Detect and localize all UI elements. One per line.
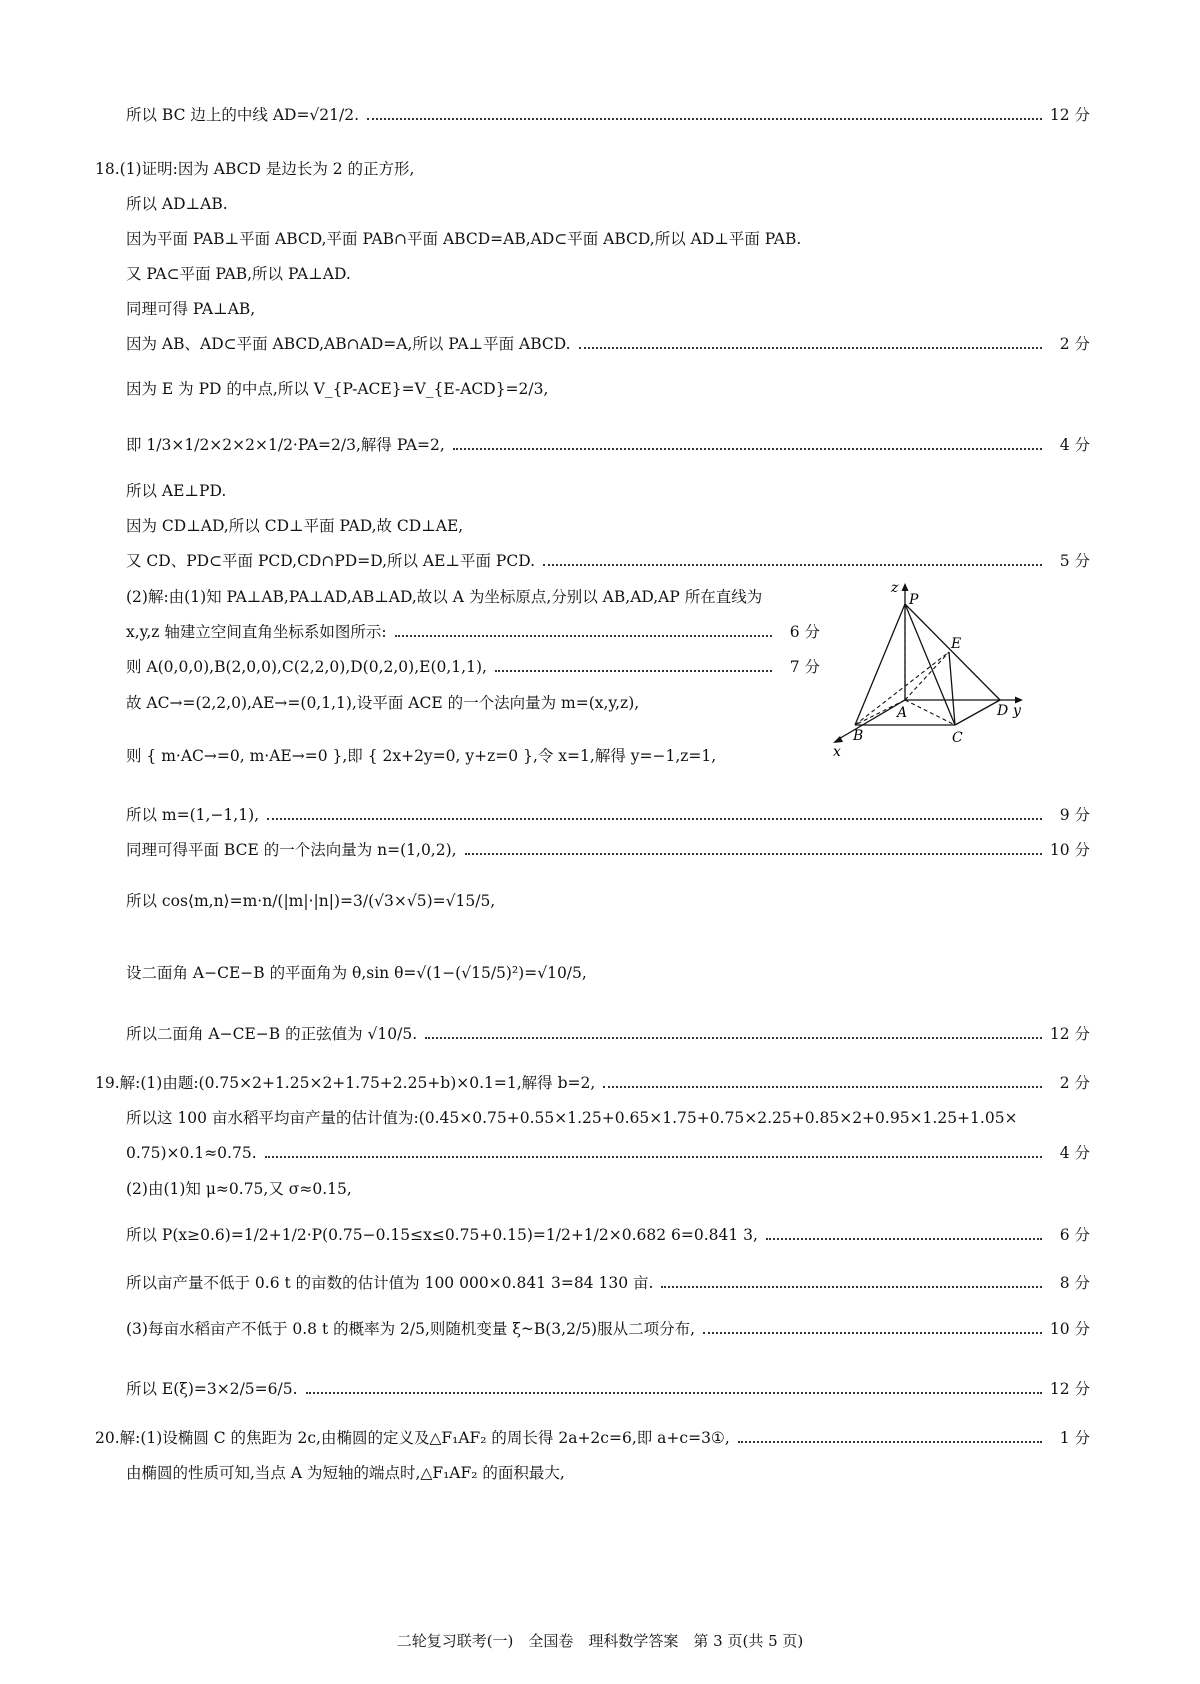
answer-line	[126, 480, 1090, 502]
answer-line-text: 又 CD、PD⊂平面 PCD,CD∩PD=D,所以 AE⊥平面 PCD.	[126, 552, 536, 570]
answer-line-text: 同理可得 PA⊥AB,	[126, 300, 256, 318]
answer-line-text: 则 A(0,0,0),B(2,0,0),C(2,2,0),D(0,2,0),E(0,1,1),	[126, 658, 487, 676]
answer-line	[126, 839, 1090, 861]
score-label: 9 分	[1059, 806, 1090, 824]
answer-line-text: 同理可得平面 BCE 的一个法向量为 n=(1,0,2),	[126, 841, 457, 859]
answer-line	[126, 890, 1090, 912]
dot-leader	[495, 670, 772, 672]
answer-line	[126, 1318, 1090, 1340]
page-footer: 二轮复习联考(一) 全国卷 理科数学答案 第 3 页(共 5 页)	[396, 1632, 804, 1650]
answer-line-text: 因为 CD⊥AD,所以 CD⊥平面 PAD,故 CD⊥AE,	[126, 517, 464, 535]
score-label: 5 分	[1059, 552, 1090, 570]
dot-leader	[395, 635, 772, 637]
score-label: 6 分	[1059, 1226, 1090, 1244]
answer-line	[126, 263, 1090, 285]
dot-leader	[367, 118, 1042, 120]
answer-line-text: 所以 AD⊥AB.	[126, 195, 228, 213]
answer-line	[126, 692, 820, 714]
dot-leader	[267, 818, 1042, 820]
dot-leader	[661, 1286, 1042, 1288]
answer-line-text: 所以 E(ξ)=3×2/5=6/5.	[126, 1380, 298, 1398]
score-label: 2 分	[1059, 1074, 1090, 1092]
dot-leader	[453, 448, 1042, 450]
label-b: B	[853, 728, 864, 744]
answer-line-text: 18.(1)证明:因为 ABCD 是边长为 2 的正方形,	[95, 160, 415, 178]
score-label: 8 分	[1059, 1274, 1090, 1292]
answer-line-text: 所以 BC 边上的中线 AD=√21/2.	[126, 106, 360, 124]
pyramid-coordinate-figure	[833, 580, 1065, 760]
dot-leader	[425, 1037, 1042, 1039]
score-label: 4 分	[1059, 1144, 1090, 1162]
score-label: 10 分	[1049, 1320, 1090, 1338]
answer-line-text: 因为平面 PAB⊥平面 ABCD,平面 PAB∩平面 ABCD=AB,AD⊂平面 ABCD,所以 AD⊥平面 PAB.	[126, 230, 802, 248]
answer-line-text: 19.解:(1)由题:(0.75×2+1.25×2+1.75+2.25+b)×0.1=1,解得 b=2,	[95, 1074, 596, 1092]
answer-line-text: 由椭圆的性质可知,当点 A 为短轴的端点时,△F₁AF₂ 的面积最大,	[126, 1464, 565, 1482]
answer-line-text: 故 AC→=(2,2,0),AE→=(0,1,1),设平面 ACE 的一个法向量为 m=(x,y,z),	[126, 694, 640, 712]
answer-line-text: 20.解:(1)设椭圆 C 的焦距为 2c,由椭圆的定义及△F₁AF₂ 的周长得 2a+2c=6,即 a+c=3①,	[95, 1429, 730, 1447]
label-c: C	[952, 730, 963, 746]
score-label: 2 分	[1059, 335, 1090, 353]
answer-line	[126, 1142, 1090, 1164]
answer-line	[126, 656, 820, 678]
answer-line	[126, 1272, 1090, 1294]
answer-line	[126, 1378, 1090, 1400]
label-e: E	[951, 636, 962, 652]
answer-line	[126, 1224, 1090, 1246]
edge-ac	[905, 700, 955, 725]
dot-leader	[543, 564, 1042, 566]
answer-line-text: (3)每亩水稻亩产不低于 0.8 t 的概率为 2/5,则随机变量 ξ~B(3,2/5)服从二项分布,	[126, 1320, 696, 1338]
answer-line-text: 0.75)×0.1≈0.75.	[126, 1144, 257, 1162]
answer-line	[126, 434, 1090, 456]
score-label: 12 分	[1049, 1025, 1090, 1043]
answer-line-text: 所以亩产量不低于 0.6 t 的亩数的估计值为 100 000×0.841 3=84 130 亩.	[126, 1274, 654, 1292]
answer-line	[126, 745, 820, 767]
dot-leader	[766, 1238, 1042, 1240]
answer-line	[126, 1023, 1090, 1045]
answer-line	[126, 962, 1090, 984]
score-label: 7 分	[789, 658, 820, 676]
answer-line-text: 所以二面角 A−CE−B 的正弦值为 √10/5.	[126, 1025, 418, 1043]
answer-line	[95, 1427, 1090, 1449]
label-a: A	[897, 705, 908, 721]
x-axis	[837, 700, 908, 740]
edge-pc	[905, 604, 955, 725]
answer-line	[126, 228, 1090, 250]
answer-line-text: (2)解:由(1)知 PA⊥AB,PA⊥AD,AB⊥AD,故以 A 为坐标原点,分别以 AB,AD,AP 所在直线为	[126, 588, 763, 606]
score-label: 4 分	[1059, 436, 1090, 454]
answer-line	[126, 104, 1090, 126]
label-z: z	[891, 580, 899, 596]
dot-leader	[306, 1392, 1042, 1394]
answer-line-text: x,y,z 轴建立空间直角坐标系如图所示:	[126, 623, 387, 641]
answer-line	[126, 333, 1090, 355]
answer-line	[126, 586, 820, 608]
z-axis-arrow	[902, 583, 909, 591]
label-x: x	[833, 744, 841, 760]
score-label: 6 分	[789, 623, 820, 641]
answer-line	[95, 158, 1090, 180]
answer-line	[126, 378, 1090, 400]
dot-leader	[703, 1332, 1042, 1334]
answer-line	[126, 1462, 1090, 1484]
answer-line-text: 则 { m·AC→=0, m·AE→=0 },即 { 2x+2y=0, y+z=0 },令 x=1,解得 y=−1,z=1,	[126, 747, 717, 765]
answer-line-text: 所以 m=(1,−1,1),	[126, 806, 260, 824]
answer-line	[126, 1178, 1090, 1200]
score-label: 1 分	[1059, 1429, 1090, 1447]
answer-line-text: (2)由(1)知 μ≈0.75,又 σ≈0.15,	[126, 1180, 352, 1198]
answer-line-text: 即 1/3×1/2×2×2×1/2·PA=2/3,解得 PA=2,	[126, 436, 445, 454]
answer-line	[126, 1107, 1090, 1129]
edge-ae	[905, 652, 949, 700]
answer-line-text: 所以 P(x≥0.6)=1/2+1/2·P(0.75−0.15≤x≤0.75+0.15)=1/2+1/2×0.682 6=0.841 3,	[126, 1226, 758, 1244]
score-label: 12 分	[1049, 106, 1090, 124]
edge-pd	[905, 604, 1000, 700]
answer-line-text: 所以这 100 亩水稻平均亩产量的估计值为:(0.45×0.75+0.55×1.25+0.65×1.75+0.75×2.25+0.85×2+0.95×1.25+1.05×	[126, 1109, 1018, 1127]
answer-line	[95, 1072, 1090, 1094]
answer-line	[126, 804, 1090, 826]
dot-leader	[465, 853, 1042, 855]
answer-line-text: 设二面角 A−CE−B 的平面角为 θ,sin θ=√(1−(√15/5)²)=√10/5,	[126, 964, 587, 982]
label-y: y	[1013, 703, 1021, 719]
dot-leader	[603, 1086, 1042, 1088]
answer-line	[126, 515, 1090, 537]
answer-line-text: 又 PA⊂平面 PAB,所以 PA⊥AD.	[126, 265, 351, 283]
score-label: 10 分	[1049, 841, 1090, 859]
answer-line	[126, 193, 1090, 215]
dot-leader	[265, 1156, 1042, 1158]
answer-line-text: 所以 AE⊥PD.	[126, 482, 227, 500]
answer-line	[126, 621, 820, 643]
answer-line	[126, 550, 1090, 572]
dot-leader	[579, 347, 1042, 349]
answer-line-text: 因为 E 为 PD 的中点,所以 V_{P-ACE}=V_{E-ACD}=2/3,	[126, 380, 549, 398]
label-p: P	[909, 592, 919, 608]
answer-line-text: 所以 cos⟨m,n⟩=m·n/(|m|·|n|)=3/(√3×√5)=√15/5,	[126, 892, 496, 910]
score-label: 12 分	[1049, 1380, 1090, 1398]
label-d: D	[997, 703, 1009, 719]
answer-line	[126, 298, 1090, 320]
edge-cd	[955, 700, 1000, 725]
answer-line-text: 因为 AB、AD⊂平面 ABCD,AB∩AD=A,所以 PA⊥平面 ABCD.	[126, 335, 571, 353]
dot-leader	[738, 1441, 1042, 1443]
